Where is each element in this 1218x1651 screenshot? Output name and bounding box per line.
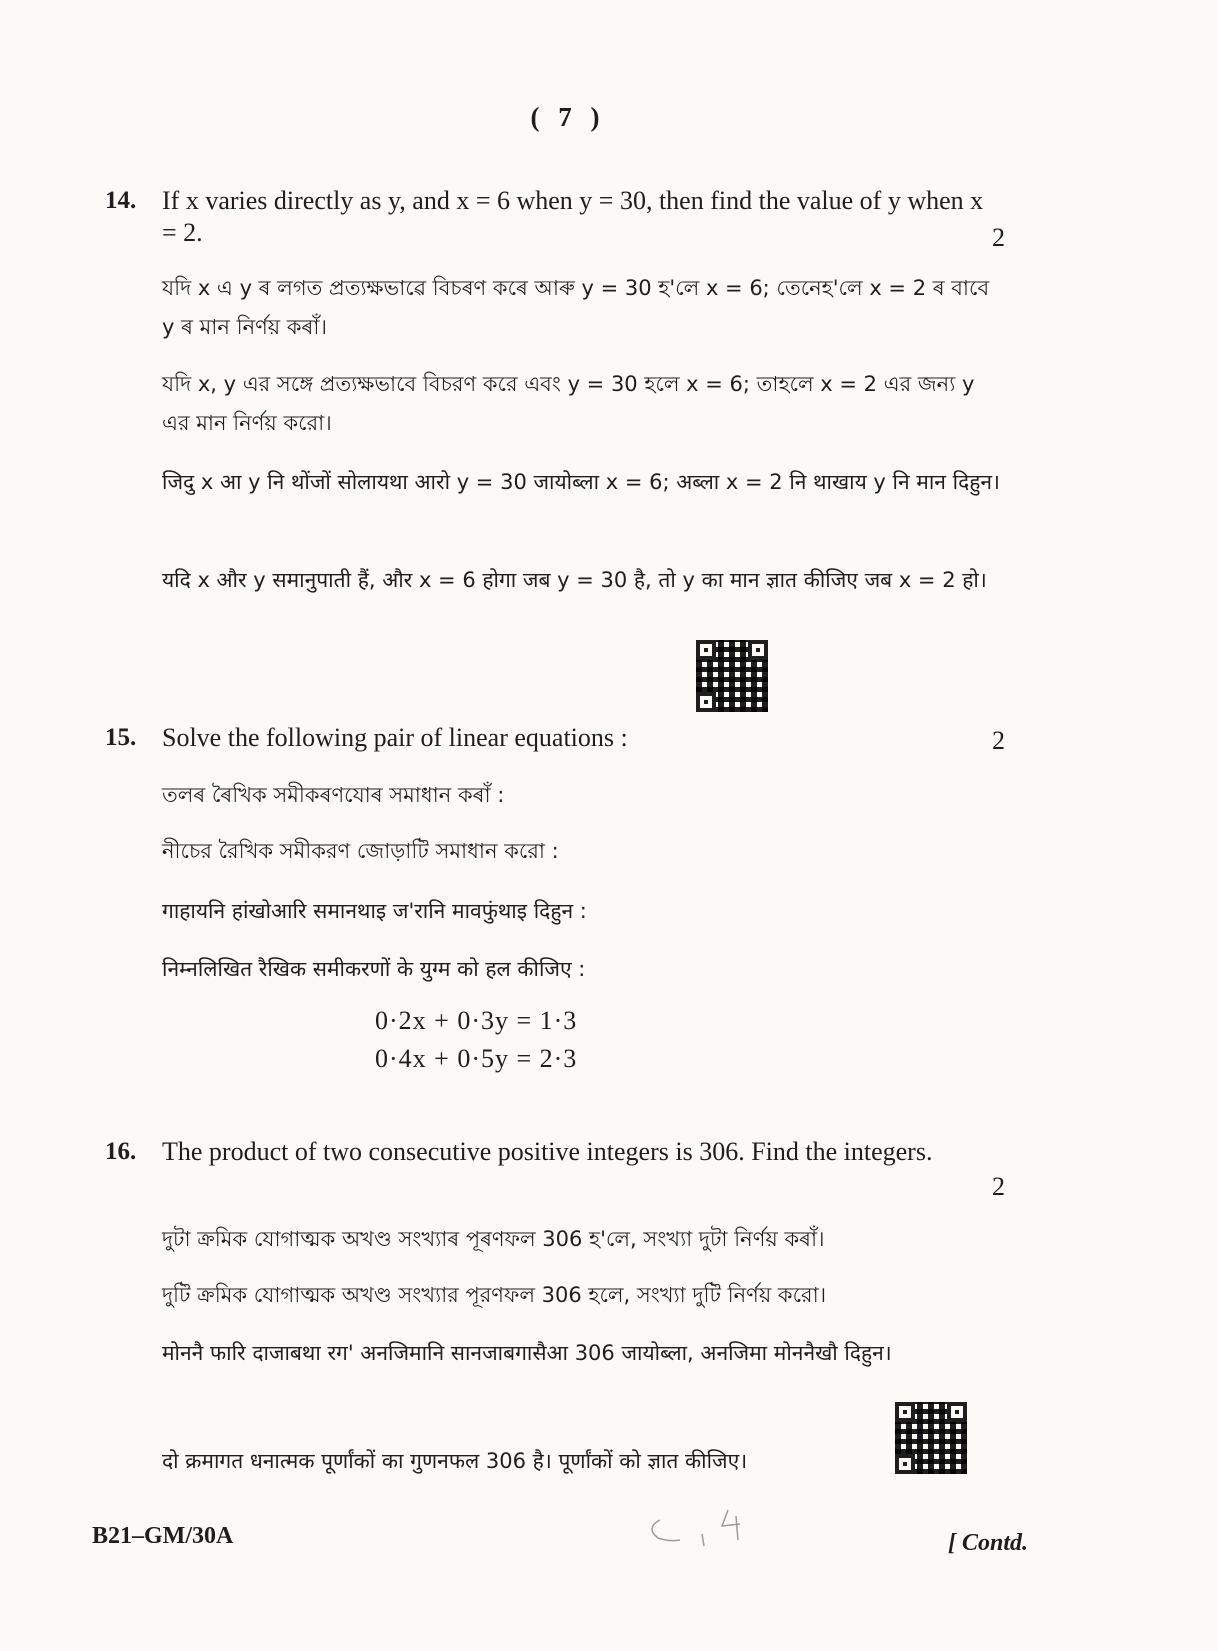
translation-hindi: निम्नलिखित रैखिक समीकरणों के युग्म को हल कीजिए : (162, 957, 586, 981)
qr-code-icon (895, 1402, 967, 1474)
equation-2: 0·4x + 0·5y = 2·3 (375, 1044, 578, 1073)
question-english: Solve the following pair of linear equations : (162, 723, 628, 752)
question-16 (105, 1136, 1005, 1486)
question-number: 14. (105, 187, 137, 214)
translation-assamese: দুটা ক্ৰমিক যোগাত্মক অখণ্ড সংখ্যাৰ পূৰণফল 306 হ'লে, সংখ্যা দুটা নিৰ্ণয় কৰাঁ। (162, 1227, 825, 1251)
translation-hindi: दो क्रमागत धनात्मक पूर्णांकों का गुणनफल 306 है। पूर्णांकों को ज्ञात कीजिए। (162, 1449, 748, 1473)
translation-bengali: দুটি ক্রমিক যোগাত্মক অখণ্ড সংখ্যার পূরণফল 306 হলে, সংখ্যা দুটি নির্ণয় করো। (162, 1283, 827, 1307)
question-english: If x varies directly as y, and x = 6 when y = 30, then find the value of y when x = 2. (162, 186, 984, 247)
translation-assamese: তলৰ ৰৈখিক সমীকৰণযোৰ সমাধান কৰাঁ : (162, 783, 505, 807)
translation-hindi: यदि x और y समानुपाती हैं, और x = 6 होगा जब y = 30 है, तो y का मान ज्ञात कीजिए जब x = 2 हो। (162, 568, 987, 592)
question-number: 16. (105, 1138, 137, 1165)
translation-assamese: যদি x এ y ৰ লগত প্ৰত্যক্ষভাৱে বিচৰণ কৰে আৰু y = 30 হ'লে x = 6; তেনেহ'লে x = 2 ৰ বাবে y ৰ মান নিৰ্ণয় কৰাঁ। (162, 276, 990, 339)
question-marks: 2 (992, 1172, 1005, 1201)
translation-bengali: যদি x, y এর সঙ্গে প্রত্যক্ষভাবে বিচরণ করে এবং y = 30 হলে x = 6; তাহলে x = 2 এর জন্য y এর মান নির্ণয় করো। (162, 372, 975, 435)
handwritten-scribble-icon (640, 1490, 780, 1550)
qr-code-icon (696, 640, 768, 712)
translation-bodo: जिदु x आ y नि थोंजों सोलायथा आरो y = 30 जायोब्ला x = 6; अब्ला x = 2 नि थाखाय y नि मान दिहुन। (162, 470, 1000, 494)
equation-1: 0·2x + 0·3y = 1·3 (375, 1006, 578, 1035)
question-15 (105, 722, 1005, 1072)
question-number: 15. (105, 724, 137, 751)
translation-bodo: मोननै फारि दाजाबथा रग' अनजिमानि सानजाबगासैआ 306 जायोब्ला, अनजिमा मोननैखौ दिहुन। (162, 1341, 892, 1365)
page-number: ( 7 ) (530, 102, 606, 132)
paper-code: B21–GM/30A (92, 1523, 234, 1549)
question-marks: 2 (992, 726, 1005, 755)
translation-bengali: নীচের রৈখিক সমীকরণ জোড়াটি সমাধান করো : (162, 839, 559, 863)
question-marks: 2 (992, 223, 1005, 252)
continued-label: [ Contd. (948, 1530, 1029, 1556)
question-english: The product of two consecutive positive integers is 306. Find the integers. (162, 1137, 933, 1166)
translation-bodo: गाहायनि हांखोआरि समानथाइ ज'रानि मावफुंथाइ दिहुन : (162, 899, 587, 923)
question-14 (105, 185, 1005, 645)
